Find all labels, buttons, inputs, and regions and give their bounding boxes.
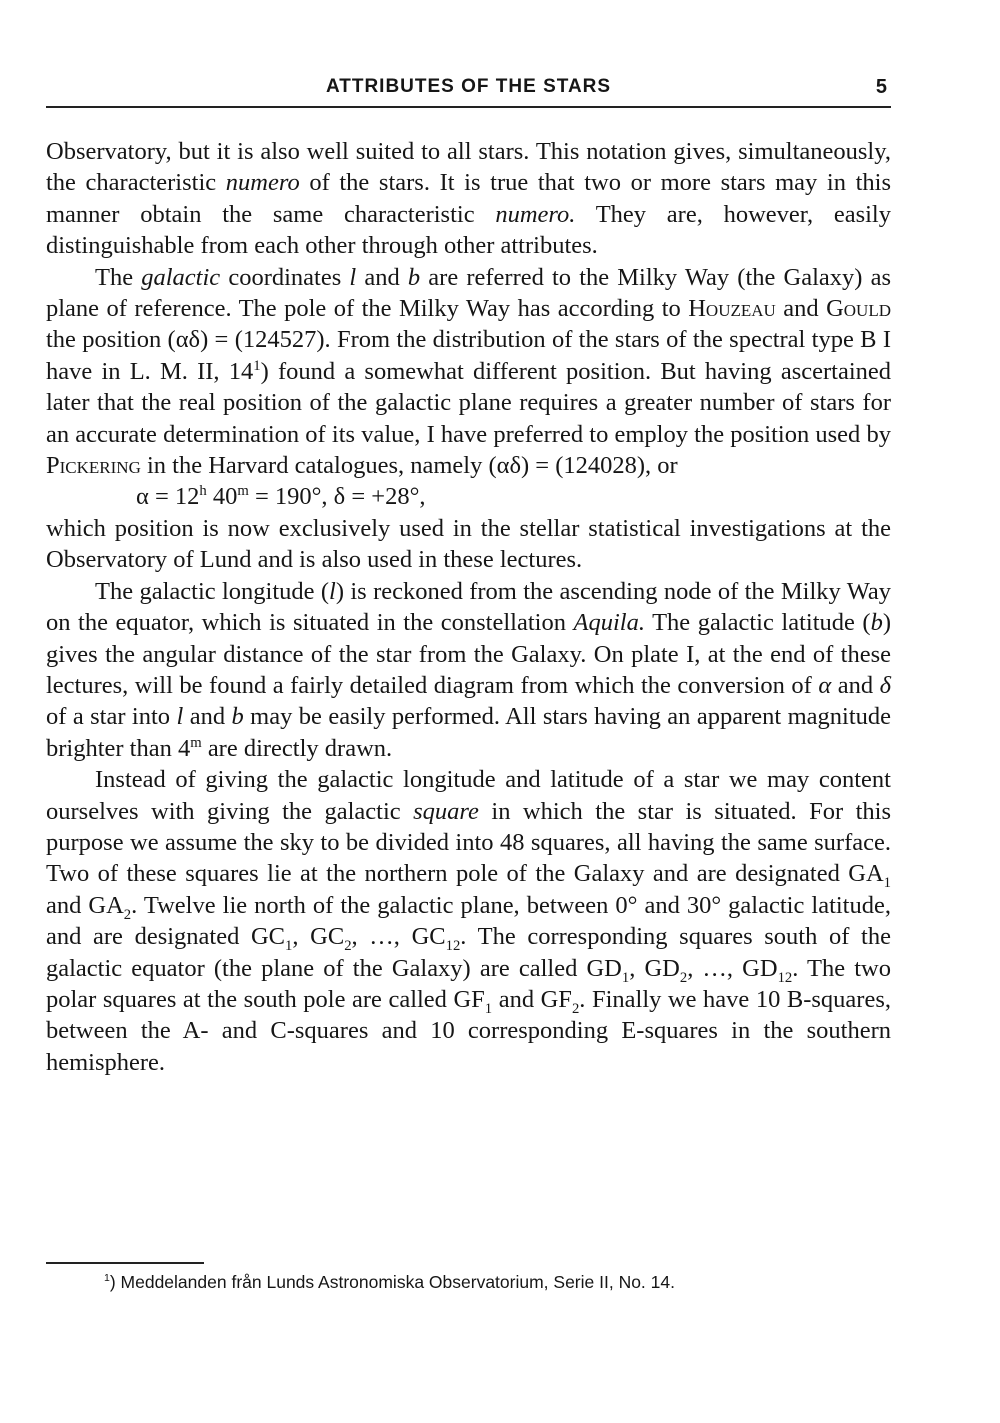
- footnote-reference: 1: [253, 357, 261, 374]
- author-gould: Gould: [826, 295, 891, 323]
- footnote: [104, 1272, 904, 1293]
- running-title: ATTRIBUTES OF THE STARS: [325, 76, 612, 97]
- paragraph-5: Instead of giving the galactic longitude and latitude of a star we may content ourselves with giving the galactic square in which the star is situated. For this purpose we assume the sky to be divided into 48 squares, all having the same surface. Two of these squares lie at the northern pole of the Galaxy and are designated $GA_1$ and $GA_2$. Twelve lie north of the galactic plane, between 0° and 30° galactic latitude, and are designated $GC_1$, $GC_2$, …, $GC_{12}$. The corresponding squares south of the galactic equator (the plane of the Galaxy) are called $GD_1$, $GD_2$, …, $GD_{12}$. The two polar squares at the south pole are called $GF_1$ and $GF_2$. Finally we have 10 B-squares, between the A- and C-squares and 10 corresponding E-squares in the southern hemisphere.: [46, 766, 892, 1076]
- footnote-mark: 1: [104, 1272, 110, 1285]
- paragraph-2: The galactic coordinates l and b are referred to the Milky Way (the Galaxy) as plane of reference. The pole of the Milky Way has according to Houzeau and Gould the position (αδ) = (124527). From the distribution of the stars of the spectral type B I have in L. M. II, $14^1$) found a somewhat different position. But having ascertained later that the real position of the galactic plane requires a greater number of stars for an accurate determination of its value, I have preferred to employ the position used by Pickering in the Harvard catalogues, namely (αδ) = (124028), or: [46, 263, 892, 480]
- page-header: [46, 76, 891, 104]
- author-houzeau: Houzeau: [688, 295, 776, 323]
- footnote-rule: [46, 1262, 204, 1264]
- paragraph-3: which position is now exclusively used in the stellar statistical investigations at the Observatory of Lund and is also used in these lectures.: [46, 514, 891, 574]
- coordinates-formula: $\alpha = 12^h$ $40^m = 190^\circ$, δ = +28°,: [136, 483, 426, 511]
- page-number: 5: [875, 76, 887, 98]
- footnote-text: ) Meddelanden från Lunds Astronomiska Observatorium, Serie II, No. 14.: [109, 1272, 675, 1292]
- paragraph-4: The galactic longitude (l) is reckoned from the ascending node of the Milky Way on the equator, which is situated in the constellation Aquila. The galactic latitude (b) gives the angular distance of the star from the Galaxy. On plate I, at the end of these lectures, will be found a fairly detailed diagram from which the conversion of α and δ of a star into l and b may be easily performed. All stars having an apparent magnitude brighter than 4$^m$ are directly drawn.: [46, 577, 891, 762]
- header-rule: [46, 106, 891, 108]
- body-text: [46, 136, 891, 1078]
- paragraph-1: Observatory, but it is also well suited to all stars. This notation gives, simultaneously, the characteristic numero of the stars. It is true that two or more stars may in this manner obtain the same characteristic numero. They are, however, easily distinguishable from each other through other attributes.: [46, 138, 891, 260]
- author-pickering: Pickering: [46, 452, 141, 480]
